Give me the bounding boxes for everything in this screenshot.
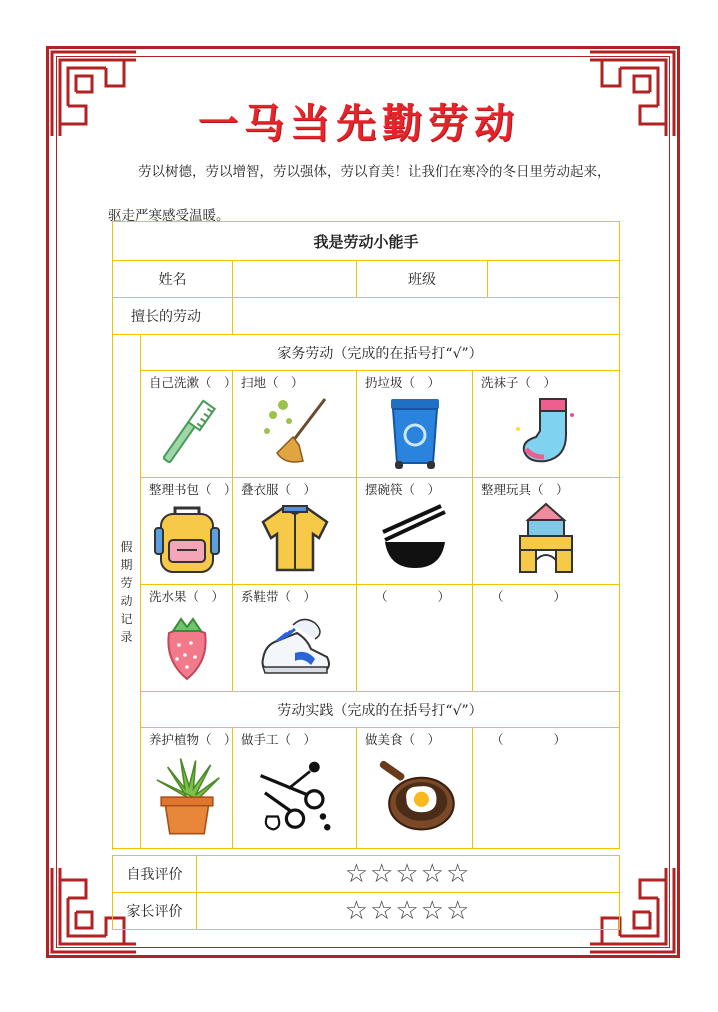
- housework-item[interactable]: [233, 585, 357, 692]
- item-label: 整理玩具（ ）: [481, 482, 569, 497]
- item-label: 整理书包（ ）: [149, 482, 237, 497]
- housework-item[interactable]: [473, 371, 620, 478]
- sock-icon: [506, 391, 586, 471]
- item-label: 做美食（ ）: [365, 732, 441, 747]
- class-label: 班级: [357, 261, 488, 298]
- name-field[interactable]: [233, 261, 357, 298]
- housework-item[interactable]: [141, 585, 233, 692]
- self-eval-label: 自我评价: [113, 856, 197, 893]
- sneaker-icon: [255, 605, 335, 685]
- practice-item[interactable]: [233, 728, 357, 849]
- skill-field[interactable]: [233, 298, 620, 335]
- practice-item-blank[interactable]: [473, 728, 620, 849]
- side-char: 记: [120, 611, 133, 626]
- bowl-chopsticks-icon: [375, 498, 455, 578]
- side-char: 假: [120, 539, 133, 554]
- parent-eval-label: 家长评价: [113, 893, 197, 930]
- strawberry-icon: [147, 605, 227, 685]
- housework-title: 家务劳动（完成的在括号打“√”）: [141, 335, 620, 371]
- item-label: （ ）: [375, 589, 451, 604]
- housework-item[interactable]: [233, 371, 357, 478]
- item-label: 自己洗漱（ ）: [149, 375, 237, 390]
- housework-item-blank[interactable]: [473, 585, 620, 692]
- practice-title: 劳动实践（完成的在括号打“√”）: [141, 692, 620, 728]
- housework-item[interactable]: [357, 478, 473, 585]
- item-label: 养护植物（ ）: [149, 732, 237, 747]
- frying-pan-icon: [372, 752, 458, 838]
- item-label: （ ）: [491, 732, 567, 747]
- practice-item[interactable]: [357, 728, 473, 849]
- side-label: [113, 335, 141, 849]
- parent-eval-stars[interactable]: ☆☆☆☆☆: [197, 893, 620, 930]
- labor-record-table: [112, 221, 620, 849]
- housework-item-blank[interactable]: [357, 585, 473, 692]
- shirt-icon: [255, 498, 335, 578]
- side-char: 期: [120, 557, 133, 572]
- item-label: 系鞋带（ ）: [241, 589, 317, 604]
- housework-item[interactable]: [357, 371, 473, 478]
- toy-blocks-icon: [506, 498, 586, 578]
- class-field[interactable]: [488, 261, 620, 298]
- broom-icon: [255, 391, 335, 471]
- item-label: （ ）: [491, 589, 567, 604]
- housework-item[interactable]: [473, 478, 620, 585]
- intro-text: 劳以树德，劳以增智，劳以强体，劳以育美！让我们在寒冷的冬日里劳动起来，驱走严寒感受温暖。: [108, 164, 611, 224]
- item-label: 扫地（ ）: [241, 375, 304, 390]
- name-label: 姓名: [113, 261, 233, 298]
- scissors-icon: [252, 752, 338, 838]
- table-heading: 我是劳动小能手: [113, 222, 620, 261]
- housework-item[interactable]: [141, 371, 237, 478]
- item-label: 摆碗筷（ ）: [365, 482, 441, 497]
- self-eval-stars[interactable]: ☆☆☆☆☆: [197, 856, 620, 893]
- item-label: 扔垃圾（ ）: [365, 375, 441, 390]
- item-label: 洗袜子（ ）: [481, 375, 557, 390]
- practice-item[interactable]: [141, 728, 237, 849]
- trash-bin-icon: [375, 391, 455, 471]
- housework-item[interactable]: [233, 478, 357, 585]
- potted-plant-icon: [144, 752, 230, 838]
- side-char: 录: [120, 629, 133, 644]
- page-title: 一马当先勤劳动: [198, 100, 520, 147]
- skill-label: 擅长的劳动: [113, 298, 233, 335]
- item-label: 叠衣服（ ）: [241, 482, 317, 497]
- item-label: 洗水果（ ）: [149, 589, 225, 604]
- housework-item[interactable]: [141, 478, 237, 585]
- toothbrush-icon: [147, 391, 227, 471]
- item-label: 做手工（ ）: [241, 732, 317, 747]
- side-char: 劳: [120, 575, 133, 590]
- backpack-icon: [147, 498, 227, 578]
- side-char: 动: [120, 593, 133, 608]
- evaluation-table: [112, 855, 620, 930]
